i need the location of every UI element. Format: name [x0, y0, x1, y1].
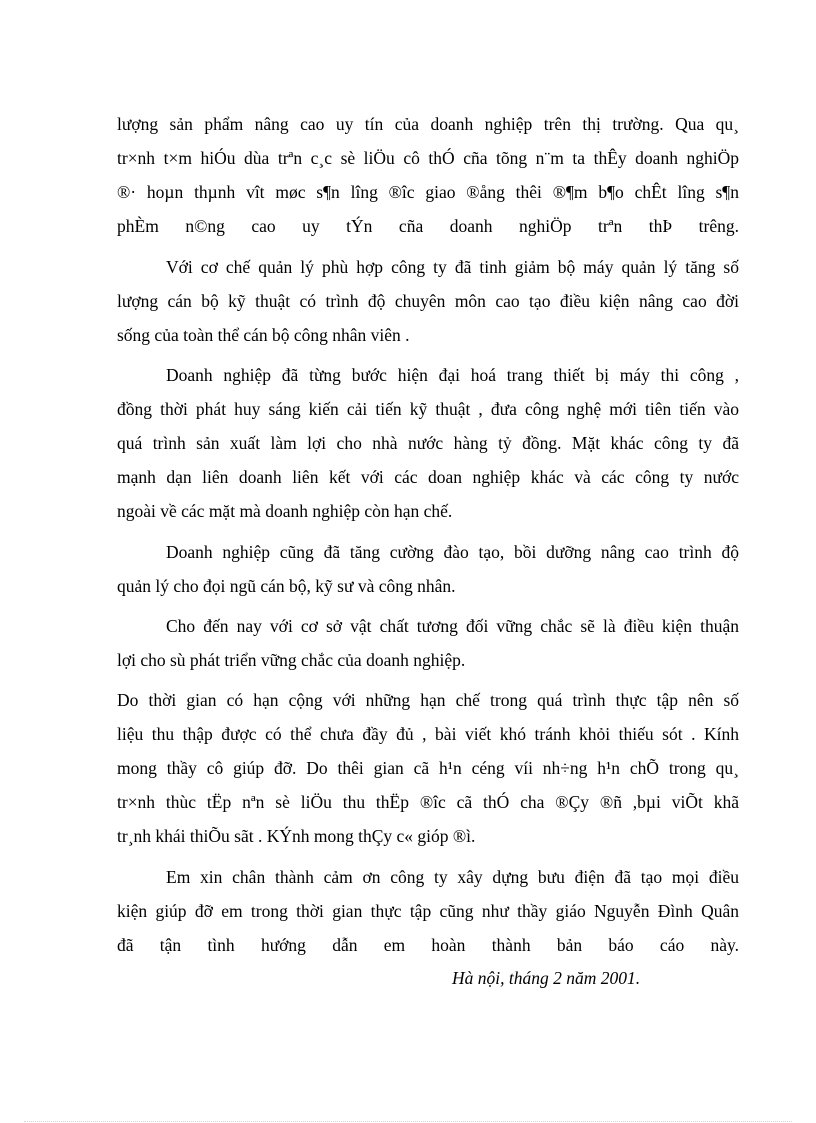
text-line: phÈm n©ng cao uy tÝn cña doanh nghiÖp trªn thÞ trêng.	[117, 216, 739, 236]
text-line: Doanh nghiệp đã từng bước hiện đại hoá trang thiết bị máy thi công ,	[166, 365, 739, 385]
text-line: ®· hoµn thµnh vît møc s¶n lîng ®îc giao ®ång thêi ®¶m b¶o chÊt lîng s¶n	[117, 182, 739, 202]
text-line: kiện giúp đỡ em trong thời gian thực tập cũng như thầy giáo Nguyễn Đình Quân	[117, 901, 739, 921]
text-line: Em xin chân thành cảm ơn công ty xây dựng bưu điện đã tạo mọi điều	[166, 867, 739, 887]
text-line: sống của toàn thể cán bộ công nhân viên .	[117, 325, 410, 345]
text-line: đồng thời phát huy sáng kiến cải tiến kỹ thuật , đưa công nghệ mới tiên tiến vào	[117, 399, 739, 419]
text-line: Với cơ chế quản lý phù hợp công ty đã tinh giảm bộ máy quản lý tăng số	[166, 257, 739, 277]
signature-date: Hà nội, tháng 2 năm 2001.	[452, 968, 641, 988]
text-line: tr×nh t×m hiÓu dùa trªn c¸c sè liÖu cô thÓ cña tõng n¨m ta thÊy doanh nghiÖp	[117, 148, 739, 168]
text-line: quá trình sản xuất làm lợi cho nhà nước hàng tỷ đồng. Mặt khác công ty đã	[117, 433, 739, 453]
text-line: mạnh dạn liên doanh liên kết với các doan nghiệp khác và các công ty nước	[117, 467, 739, 487]
text-line: tr×nh thùc tËp nªn sè liÖu thu thËp ®îc cã thÓ cha ®Çy ®ñ ,bµi viÕt khã	[117, 792, 739, 812]
text-line: quản lý cho đọi ngũ cán bộ, kỹ sư và công nhân.	[117, 576, 456, 596]
text-line: ngoài về các mặt mà doanh nghiệp còn hạn chế.	[117, 501, 453, 521]
text-line: Doanh nghiệp cũng đã tăng cường đào tạo, bồi dưỡng nâng cao trình độ	[166, 542, 739, 562]
text-line: lượng cán bộ kỹ thuật có trình độ chuyên môn cao tạo điều kiện nâng cao đời	[117, 291, 739, 311]
text-line: Do thời gian có hạn cộng với những hạn chế trong quá trình thực tập nên số	[117, 690, 739, 710]
text-line: lợi cho sù phát triển vững chắc của doanh nghiệp.	[117, 650, 466, 670]
text-line: mong thầy cô giúp đỡ. Do thêi gian cã h¹n céng víi nh÷ng h¹n chÕ trong qu¸	[117, 758, 739, 778]
text-line: Cho đến nay với cơ sở vật chất tương đối vững chắc sẽ là điều kiện thuận	[166, 616, 739, 636]
page-bottom-divider	[24, 1121, 792, 1122]
text-line: liệu thu thập được có thể chưa đầy đủ , bài viết khó tránh khỏi thiếu sót . Kính	[117, 724, 739, 744]
text-line: đã tận tình hướng dẫn em hoàn thành bản báo cáo này.	[117, 935, 739, 955]
text-line: tr¸nh khái thiÕu sãt . KÝnh mong thÇy c« gióp ®ì.	[117, 826, 476, 846]
text-line: lượng sản phẩm nâng cao uy tín của doanh nghiệp trên thị trường. Qua qu¸	[117, 114, 739, 134]
